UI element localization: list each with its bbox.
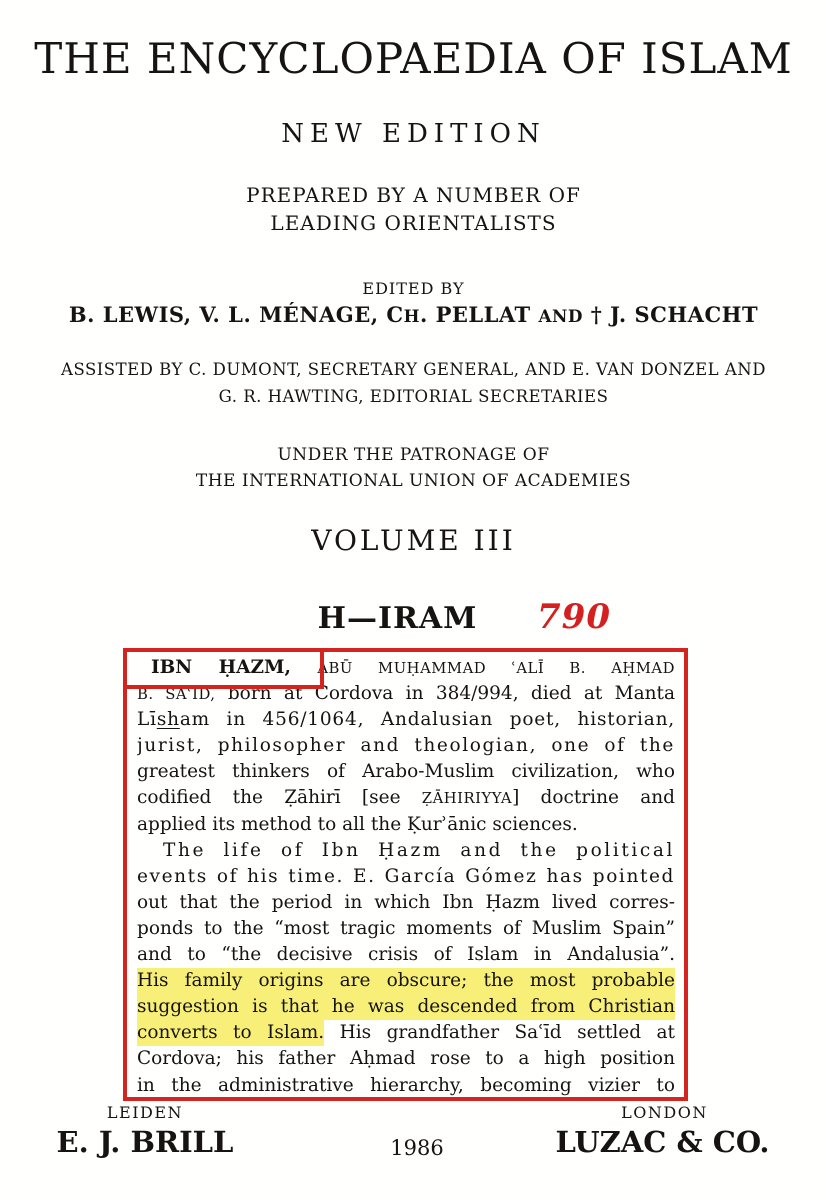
assisted-line-2: G. R. HAWTING, EDITORIAL SECRETARIES	[218, 387, 609, 406]
article-line	[137, 681, 675, 707]
book-title: THE ENCYCLOPAEDIA OF ISLAM	[34, 34, 793, 83]
text-segment: ẒĀHIRIYYA	[421, 790, 513, 808]
text-segment: applied its method to all the Ḳurʾānic sciences.	[137, 813, 578, 835]
running-head: H—IRAM	[317, 601, 478, 636]
article-line	[137, 838, 675, 864]
article-line	[137, 759, 675, 785]
prepared-line-2: LEADING ORIENTALISTS	[270, 211, 557, 235]
text-segment: B. LEWIS, V. L. MÉNAGE, C	[68, 302, 404, 327]
article-line	[137, 707, 675, 733]
text-segment: born at Cordova in 384/994, died at Manta	[215, 683, 675, 705]
highlighted-text: His family origins are obscure; the most probable	[137, 970, 675, 992]
article-line	[137, 968, 675, 994]
editors-names	[0, 302, 827, 327]
imprint-city-right: LONDON	[621, 1103, 708, 1122]
text-segment: ] doctrine and	[512, 787, 675, 809]
article-line	[137, 916, 675, 942]
article-line	[137, 942, 675, 968]
text-segment: greatest thinkers of Arabo-Muslim civilization, who	[137, 761, 675, 783]
article-line	[137, 655, 675, 681]
text-segment: sh	[156, 709, 180, 731]
text-segment: jurist, philosopher and theologian, one of the	[137, 735, 675, 757]
headword: IBN ḤAZM,	[151, 657, 318, 678]
text-segment: am in 456/1064, Andalusian poet, historian,	[179, 709, 675, 731]
article-line	[137, 733, 675, 759]
assisted-line-1: ASSISTED BY C. DUMONT, SECRETARY GENERAL, AND E. VAN DONZEL AND	[61, 360, 766, 379]
article-line	[137, 1046, 675, 1072]
article-line	[137, 1073, 675, 1099]
text-segment: events of his time. E. García Gómez has pointed	[137, 865, 675, 887]
prepared-by-block	[0, 181, 827, 237]
text-segment: codified the Ẓāhirī [see	[137, 787, 422, 809]
article-line	[137, 890, 675, 916]
text-segment: and to “the decisive crisis of Islam in Andalusia”.	[137, 944, 675, 966]
assisted-by-block	[0, 356, 827, 410]
text-segment: out that the period in which Ibn Ḥazm lived corres-	[137, 891, 675, 913]
edited-by-label: EDITED BY	[362, 279, 465, 298]
patronage-line-1: UNDER THE PATRONAGE OF	[277, 445, 550, 465]
text-segment: . PELLAT	[419, 302, 539, 327]
article-line	[137, 994, 675, 1020]
imprint-publisher-left: E. J. BRILL	[56, 1125, 234, 1159]
article-line	[137, 812, 675, 838]
text-segment: H	[403, 306, 420, 326]
text-segment: B. SAʿĪD,	[137, 686, 216, 704]
article-line	[137, 785, 675, 811]
text-segment: in the administrative hierarchy, becoming vizier to	[137, 1074, 675, 1096]
article-line	[137, 1020, 675, 1046]
edition-subtitle: NEW EDITION	[281, 119, 546, 149]
imprint-year: 1986	[390, 1136, 444, 1160]
imprint-publisher-right: LUZAC & CO.	[555, 1125, 770, 1159]
highlighted-text: converts to Islam.	[137, 1022, 325, 1044]
text-segment: Lī	[137, 709, 157, 731]
prepared-line-1: PREPARED BY A NUMBER OF	[246, 183, 581, 207]
text-segment: The life of Ibn Ḥazm and the political	[163, 839, 675, 861]
text-segment: AND	[538, 306, 583, 326]
text-segment: ABŪ MUḤAMMAD ʿALĪ B. AḤMAD	[317, 660, 675, 677]
imprint-city-left: LEIDEN	[106, 1103, 184, 1122]
volume-label: VOLUME III	[311, 524, 516, 557]
article-text	[137, 655, 675, 1099]
page-number-annotation: 790	[537, 597, 611, 637]
text-segment: Cordova; his father Aḥmad rose to a high position	[137, 1048, 675, 1070]
text-segment: † J. SCHACHT	[582, 302, 759, 327]
patronage-line-2: THE INTERNATIONAL UNION OF ACADEMIES	[195, 471, 632, 491]
editors-line	[69, 302, 758, 327]
article-red-box	[123, 648, 688, 1101]
text-segment: ponds to the “most tragic moments of Muslim Spain”	[137, 917, 675, 939]
article-line	[137, 864, 675, 890]
text-segment: His grandfather Saʿīd settled at	[324, 1022, 675, 1044]
highlighted-text: suggestion is that he was descended from Christian	[137, 996, 675, 1018]
patronage-block	[0, 442, 827, 494]
